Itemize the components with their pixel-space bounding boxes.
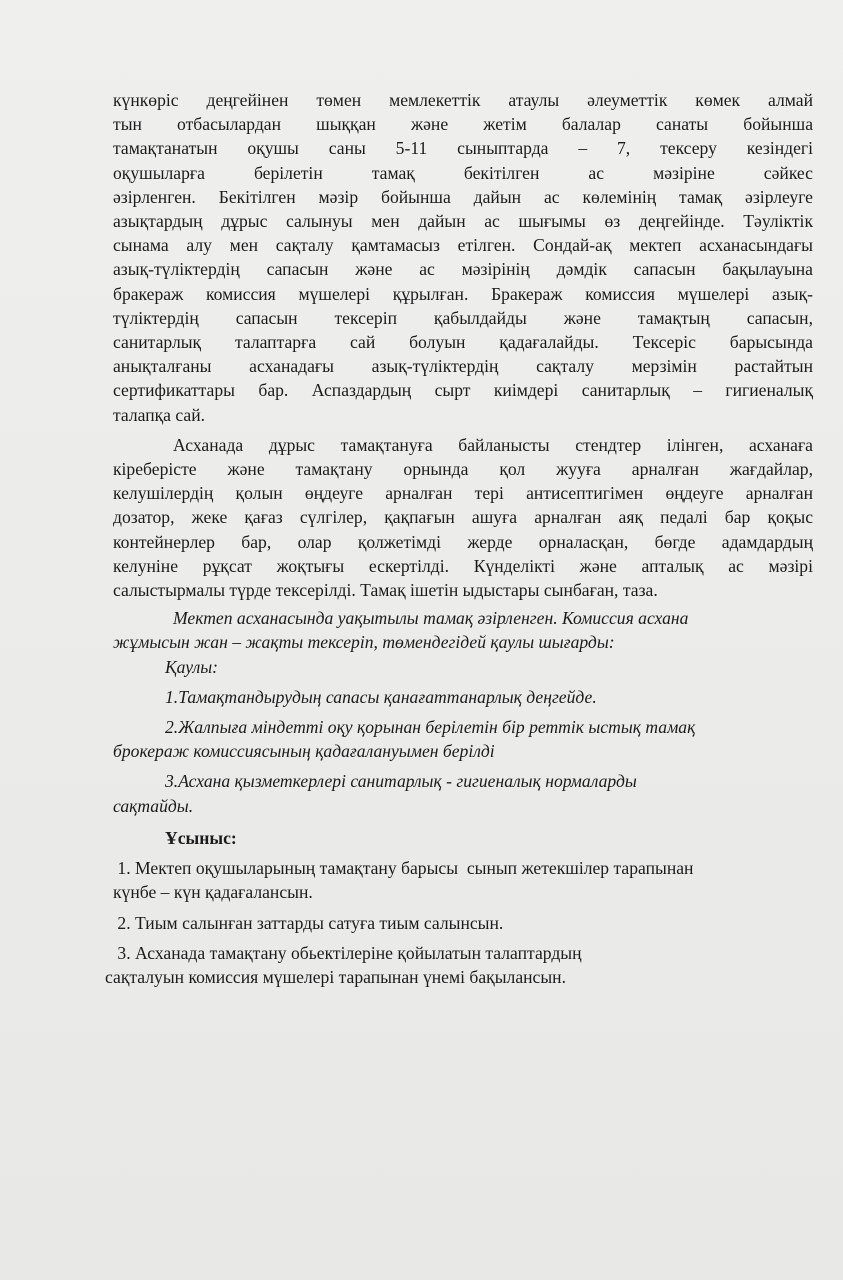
text-line: тын отбасылардан шыққан және жетім балалар санаты бойынша <box>113 114 813 135</box>
recommendation-item: 1. Мектеп оқушыларының тамақтану барысы сынып жетекшілер тарапынан <box>113 858 694 879</box>
text-line: сынама алу мен сақталу қамтамасыз етілген. Сондай-ақ мектеп асханасындағы <box>113 235 813 256</box>
text-line: сертификаттары бар. Аспаздардың сырт киімдері санитарлық – гигиеналық <box>113 380 813 401</box>
paragraph-conclusion <box>113 606 813 654</box>
text-line: күнкөріс деңгейінен төмен мемлекеттік атаулы әлеуметтік көмек алмай <box>113 90 813 110</box>
text-line: түліктердің сапасын тексеріп қабылдайды және тамақтың сапасын, <box>113 307 813 328</box>
text-line: келуніне рұқсат жоқтығы ескертілді. Күнделікті және апталық ас мәзірі <box>113 555 813 576</box>
text-line: анықталғаны асханадағы азық-түліктердің сақталу мерзімін растайтын <box>113 356 813 377</box>
document-body <box>105 88 813 989</box>
text-line: бракераж комиссия мүшелері құрылған. Бракераж комиссия мүшелері азық- <box>113 283 813 304</box>
recommendation-item-continued: сақталуын комиссия мүшелері тарапынан үнемі бақылансын. <box>105 966 566 987</box>
text-line: талапқа сай. <box>113 404 206 425</box>
text-line: азықтардың дұрыс салынуы мен дайын ас шығымы өз деңгейінде. Тәуліктік <box>113 211 813 232</box>
decision-heading: Қаулы: <box>165 656 219 677</box>
recommendation-item-continued: күнбе – күн қадағалансын. <box>113 882 313 903</box>
text-line: тамақтанатын оқушы саны 5-11 сыныптарда – 7, тексеру кезіндегі <box>113 138 813 159</box>
decision-item: 3.Асхана қызметкерлері санитарлық - гигиеналық нормаларды <box>165 771 637 792</box>
text-line: Асханада дұрыс тамақтануға байланысты стендтер ілінген, асханаға <box>173 434 813 455</box>
text-line: салыстырмалы түрде тексерілді. Тамақ ішетін ыдыстары сынбаған, таза. <box>113 580 658 601</box>
text-line: азық-түліктердің сапасын және ас мәзірінің дәмдік сапасын бақылауына <box>113 259 813 280</box>
text-line: әзірленген. Бекітілген мәзір бойынша дайын ас көлемінің тамақ әзірлеуге <box>113 186 813 207</box>
decision-section <box>113 655 813 818</box>
decision-item: 2.Жалпыға міндетті оқу қорынан берілетін бір реттік ыстық тамақ <box>165 717 696 738</box>
text-line: оқушыларға берілетін тамақ бекітілген ас мәзіріне сәйкес <box>113 162 813 183</box>
decision-item-continued: брокераж комиссиясының қадағалануымен берілді <box>113 741 495 762</box>
recommendation-item: 3. Асханада тамақтану обьектілеріне қойылатын талаптардың <box>113 942 582 963</box>
decision-item-continued: сақтайды. <box>113 795 194 816</box>
text-line: контейнерлер бар, олар қолжетімді жерде орналасқан, бөгде адамдардың <box>113 531 813 552</box>
text-line: санитарлық талаптарға сай болуын қадағалайды. Тексеріс барысында <box>113 332 813 353</box>
recommendation-heading: Ұсыныс: <box>165 827 237 848</box>
text-line: келушілердің қолын өңдеуге арналған тері антисептигімен өңдеуге арналған <box>113 483 813 504</box>
recommendation-section <box>105 826 813 989</box>
recommendation-item: 2. Тиым салынған заттарды сатуға тиым салынсын. <box>113 912 504 933</box>
text-line: дозатор, жеке қағаз сүлгілер, қақпағын ашуға арналған аяқ педалі бар қоқыс <box>113 507 813 528</box>
paragraph-canteen-conditions <box>113 433 813 602</box>
text-line: Мектеп асханасында уақытылы тамақ әзірленген. Комиссия асхана <box>173 608 689 629</box>
text-line: жұмысын жан – жақты тексеріп, төмендегідей қаулы шығарды: <box>113 632 615 653</box>
text-line: кіреберісте және тамақтану орнында қол жууға арналған жағдайлар, <box>113 459 813 480</box>
decision-item: 1.Тамақтандырудың сапасы қанағаттанарлық деңгейде. <box>165 686 597 707</box>
paragraph-inspection-details <box>113 88 813 427</box>
